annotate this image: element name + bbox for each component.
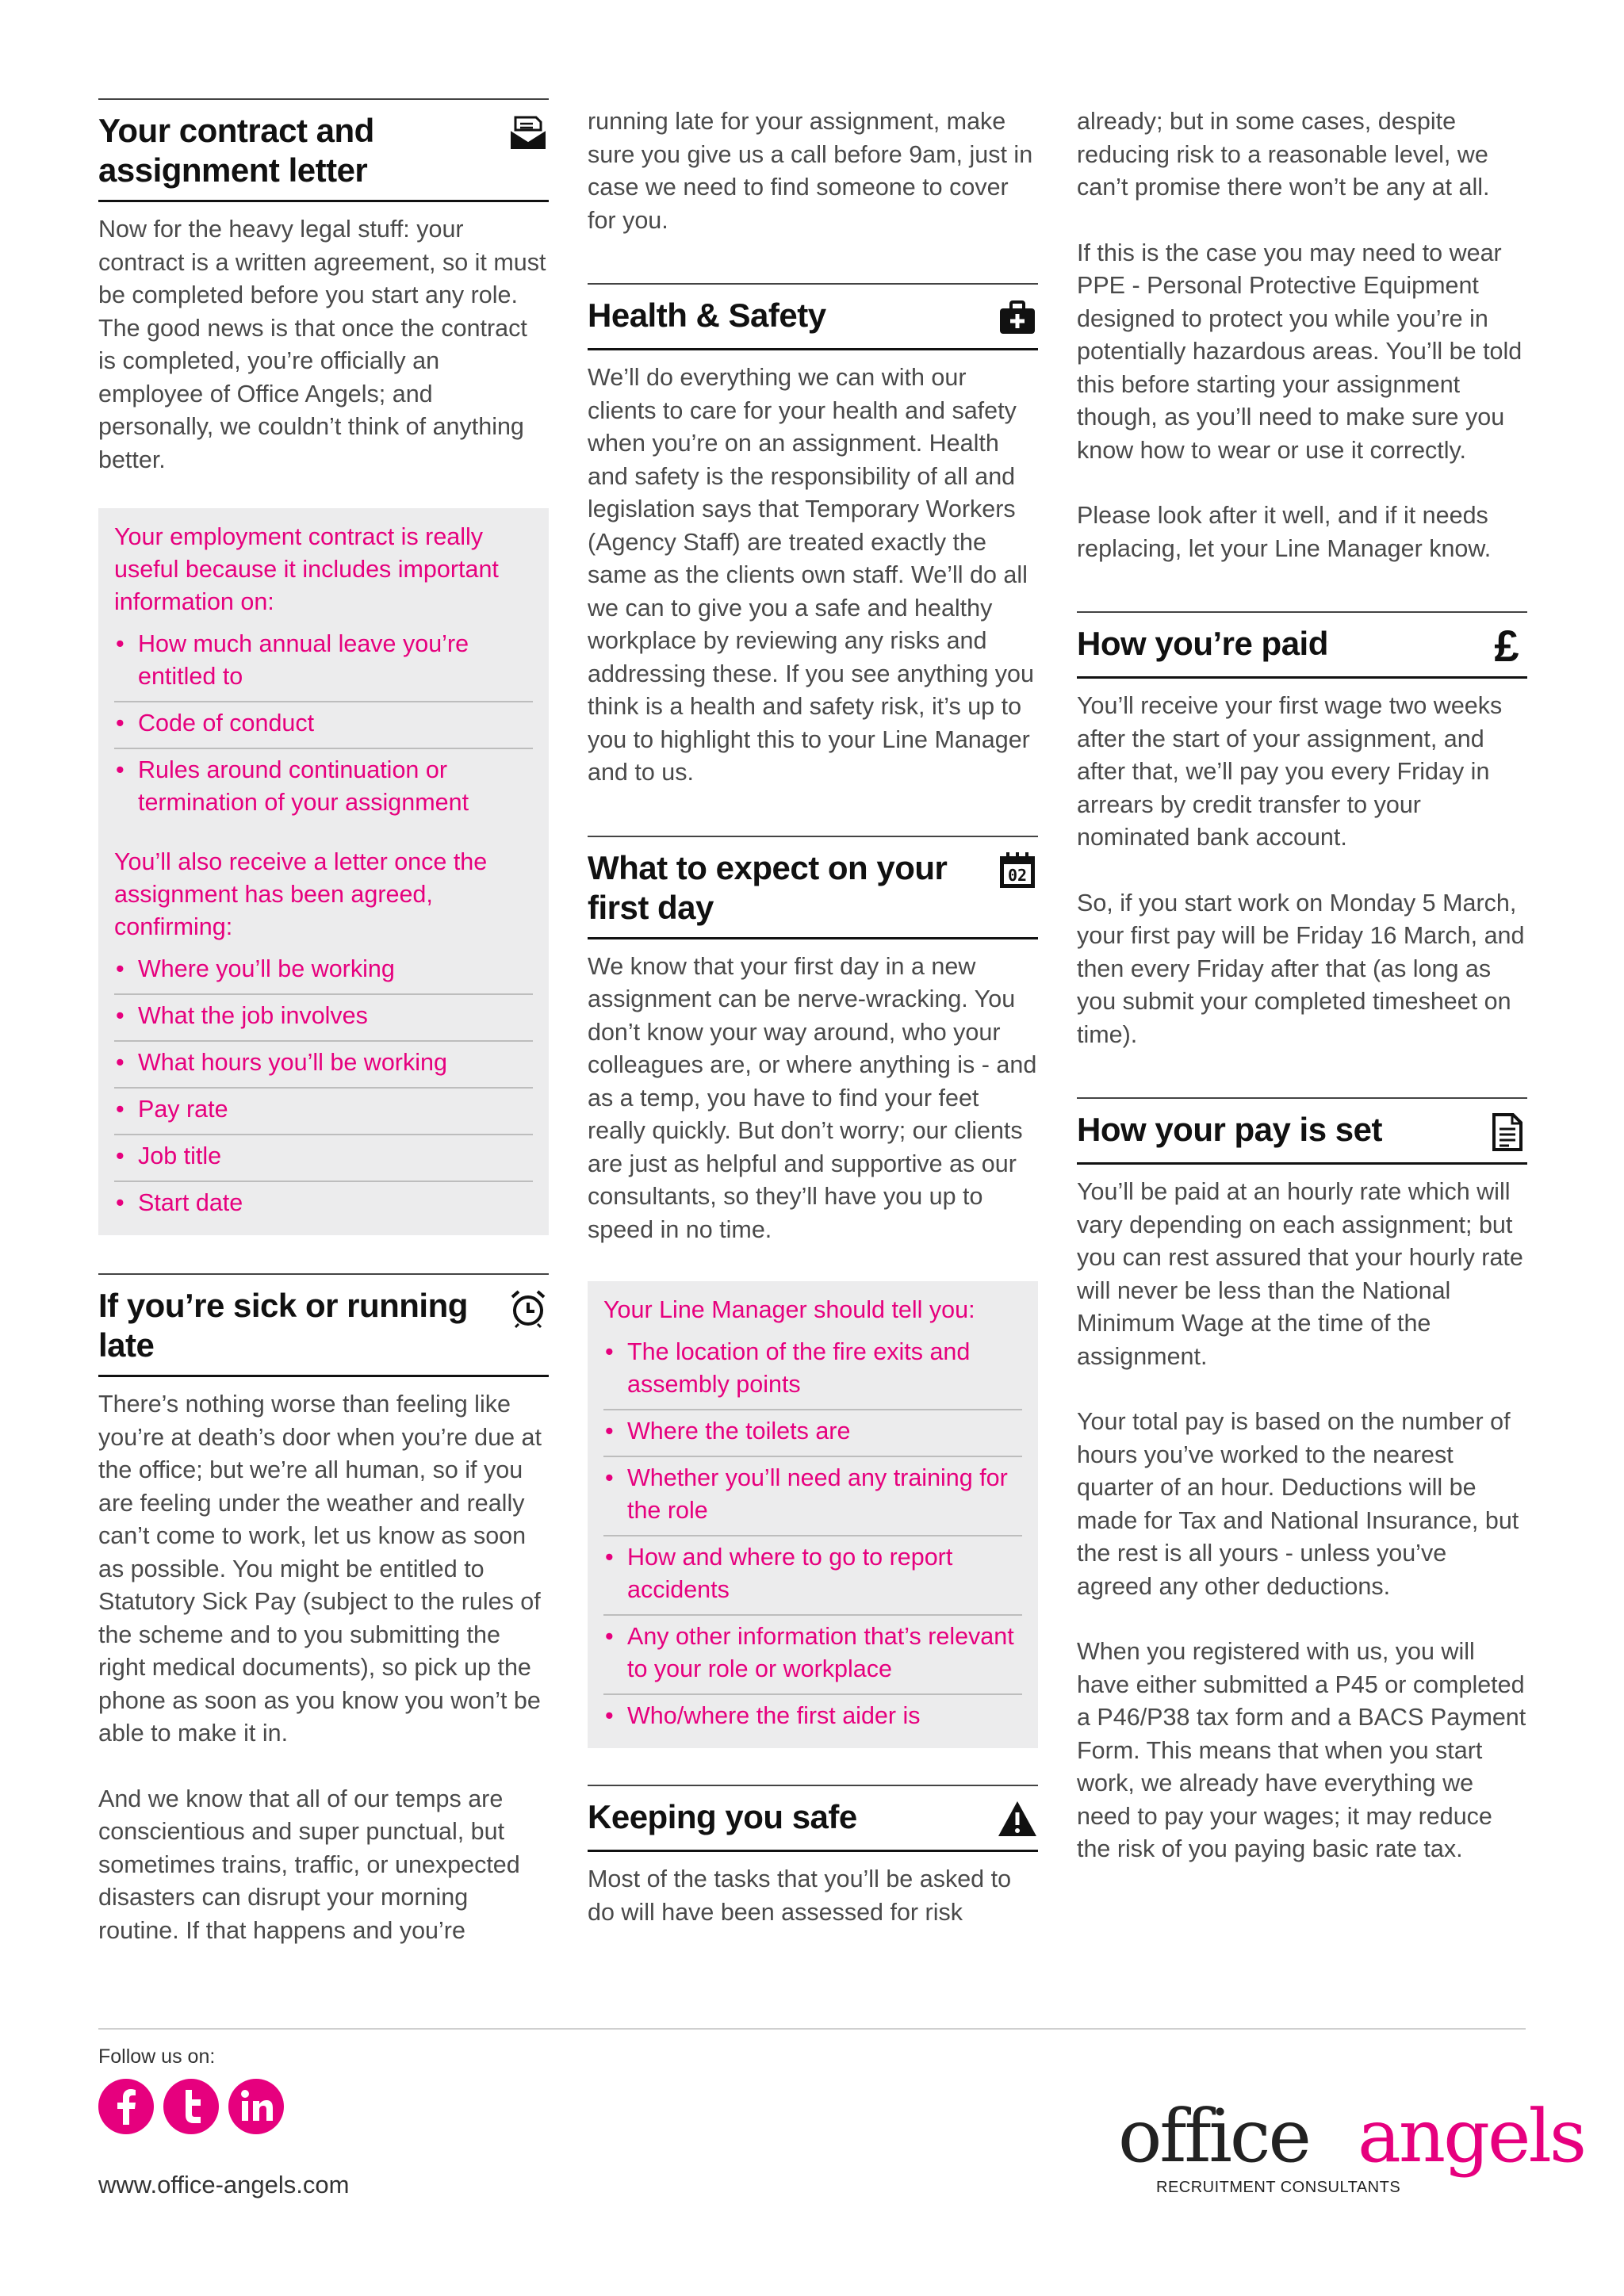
list-item: • What hours you’ll be working: [114, 1042, 533, 1089]
payset-body-1: You’ll be paid at an hourly rate which will vary depending on each assignment; but you can rest assured that your hourly rate will never be less than the National Minimum Wage at the time of the assignment.: [1077, 1178, 1523, 1370]
list-item: • Where the toilets are: [603, 1410, 1022, 1457]
footer-divider: [98, 2028, 1526, 2030]
safe-body-continued-1: already; but in some cases, despite reducing risk to a reasonable level, we can’t promise there won’t be any at all.: [1077, 108, 1490, 201]
safe-title: Keeping you safe: [588, 1798, 857, 1835]
paid-body-1: You’ll receive your first wage two weeks after the start of your assignment, and after that, we’ll pay you every Friday in arrears by credit transfer to your nominated bank account.: [1077, 692, 1503, 851]
list-item: • Start date: [114, 1182, 533, 1219]
contract-box-intro: Your employment contract is really useful because it includes important information on:: [114, 523, 499, 615]
contract-box-list: [114, 623, 533, 819]
safe-body-continued-3: Please look after it well, and if it needs replacing, let your Line Manager know.: [1077, 502, 1492, 562]
list-item: • Where you’ll be working: [114, 948, 533, 995]
column-3: [1077, 105, 1527, 1866]
health-body: We’ll do everything we can with our clients to care for your health and safety when you’re on an assignment. Health and safety is the responsibility of all and legislation says that Temporary Workers (Agency Staff) are treated exactly the same as the clients own staff. We’ll do all we can to give you a safe and healthy workplace by reviewing any risks and addressing these. If you see anything you think is a health and safety risk, it’s up to you to highlight this to your Line Manager and to us.: [588, 364, 1034, 786]
list-item: • How much annual leave you’re entitled to: [114, 623, 533, 702]
logo-tagline: RECRUITMENT CONSULTANTS: [1156, 2179, 1401, 2196]
document-icon: [1486, 1112, 1527, 1153]
line-manager-intro: Your Line Manager should tell you:: [603, 1296, 975, 1323]
firstday-section-header: [588, 836, 1038, 939]
safe-body: Most of the tasks that you’ll be asked to do will have been assessed for risk: [588, 1866, 1012, 1926]
warning-icon: [997, 1799, 1038, 1840]
line-manager-box: [588, 1281, 1038, 1748]
office-angels-logo: [1118, 2093, 1585, 2204]
letter-box-list: [114, 948, 533, 1219]
list-item: • Job title: [114, 1135, 533, 1182]
list-item: • How and where to go to report accidents: [603, 1536, 1022, 1616]
paid-title: How you’re paid: [1077, 625, 1328, 662]
list-item: • Code of conduct: [114, 702, 533, 749]
sick-body-continued: running late for your assignment, make sure you give us a call before 9am, just in case we need to find someone to cover for you.: [588, 108, 1033, 234]
column-1: [98, 98, 549, 1947]
contract-info-box: [98, 508, 549, 1235]
list-item: • Whether you’ll need any training for the role: [603, 1457, 1022, 1536]
list-item: • Who/where the first aider is: [603, 1695, 1022, 1732]
sick-title: If you’re sick or running late: [98, 1287, 468, 1364]
sick-body-1: There’s nothing worse than feeling like you’re at death’s door when you’re due at the office; but we’re all human, so if you are feeling under the weather and really can’t come to work, let us know as soon as possible. You might be entitled to Statutory Sick Pay (subject to the rules of the scheme and to you submitting the right medical documents), so pick up the phone as soon as you know you won’t be able to make it in.: [98, 1391, 542, 1747]
payset-body-2: Your total pay is based on the number of hours you’ve worked to the nearest quarter of an hour. Deductions will be made for Tax and National Insurance, but the rest is all yours - unless you’ve agreed any other deductions.: [1077, 1408, 1519, 1600]
firstday-body: We know that your first day in a new assignment can be nerve-wracking. You don’t know your way around, who your colleagues are, or where anything is - and as a temp, you have to find your feet really quickly. But don’t worry; our clients are just as helpful and supportive as our consultants, so they’ll have you up to speed in no time.: [588, 952, 1037, 1243]
facebook-icon[interactable]: [98, 2079, 154, 2134]
sick-section-header: [98, 1273, 549, 1377]
website-link[interactable]: www.office-angels.com: [98, 2171, 350, 2198]
health-section-header: [588, 283, 1038, 350]
paid-body-2: So, if you start work on Monday 5 March, your first pay will be Friday 16 March, and then every Friday after that (as long as you submit your completed timesheet on time).: [1077, 889, 1525, 1048]
payset-title: How your pay is set: [1077, 1111, 1382, 1148]
health-title: Health & Safety: [588, 297, 826, 334]
follow-us-label: Follow us on:: [98, 2045, 216, 2068]
calendar-icon: [997, 850, 1038, 891]
calendar-icon-text: 02: [1007, 865, 1028, 885]
alarm-clock-icon: [508, 1288, 549, 1329]
safe-body-continued-2: If this is the case you may need to wear PPE - Personal Protective Equipment designed to protect you while you’re in potentially hazardous areas. You’ll be told this before starting your assignment though, as you’ll need to make sure you know how to wear or use it correctly.: [1077, 239, 1522, 464]
firstday-title: What to expect on your first day: [588, 848, 948, 926]
pound-sign-icon: £: [1494, 621, 1519, 671]
sick-body-2: And we know that all of our temps are conscientious and super punctual, but sometimes trains, traffic, or unexpected disasters can disrupt your morning routine. If that happens and you’re: [98, 1785, 520, 1944]
linkedin-icon[interactable]: [228, 2079, 284, 2134]
contract-section-header: [98, 98, 549, 202]
contract-body: Now for the heavy legal stuff: your contract is a written agreement, so it must be completed before you start any role. The good news is that once the contract is completed, you’re officially an employee of Office Angels; and personally, we couldn’t think of anything better.: [98, 216, 546, 473]
contract-title: Your contract and assignment letter: [98, 112, 374, 189]
list-item: • Any other information that’s relevant to your role or workplace: [603, 1616, 1022, 1695]
envelope-letter-icon: [508, 113, 549, 154]
logo-word-office: office: [1118, 2094, 1309, 2179]
column-2: [588, 105, 1038, 1929]
paid-section-header: [1077, 611, 1527, 679]
twitter-icon[interactable]: [163, 2079, 219, 2134]
payset-body-3: When you registered with us, you will have either submitted a P45 or completed a P46/P38 tax form and a BACS Payment Form. This means that when you start work, we already have everything we need to pay your wages; it may reduce the risk of you paying basic rate tax.: [1077, 1638, 1526, 1862]
payset-section-header: [1077, 1097, 1527, 1165]
list-item: • Rules around continuation or termination of your assignment: [114, 749, 533, 819]
letter-box-intro: You’ll also receive a letter once the assignment has been agreed, confirming:: [114, 848, 488, 940]
logo-word-angels: angels: [1358, 2094, 1585, 2179]
safe-section-header: [588, 1785, 1038, 1852]
list-item: • Pay rate: [114, 1089, 533, 1135]
line-manager-list: [603, 1331, 1022, 1732]
social-links: [98, 2079, 284, 2134]
first-aid-kit-icon: [997, 297, 1038, 339]
list-item: • What the job involves: [114, 995, 533, 1042]
list-item: • The location of the fire exits and assembly points: [603, 1331, 1022, 1410]
